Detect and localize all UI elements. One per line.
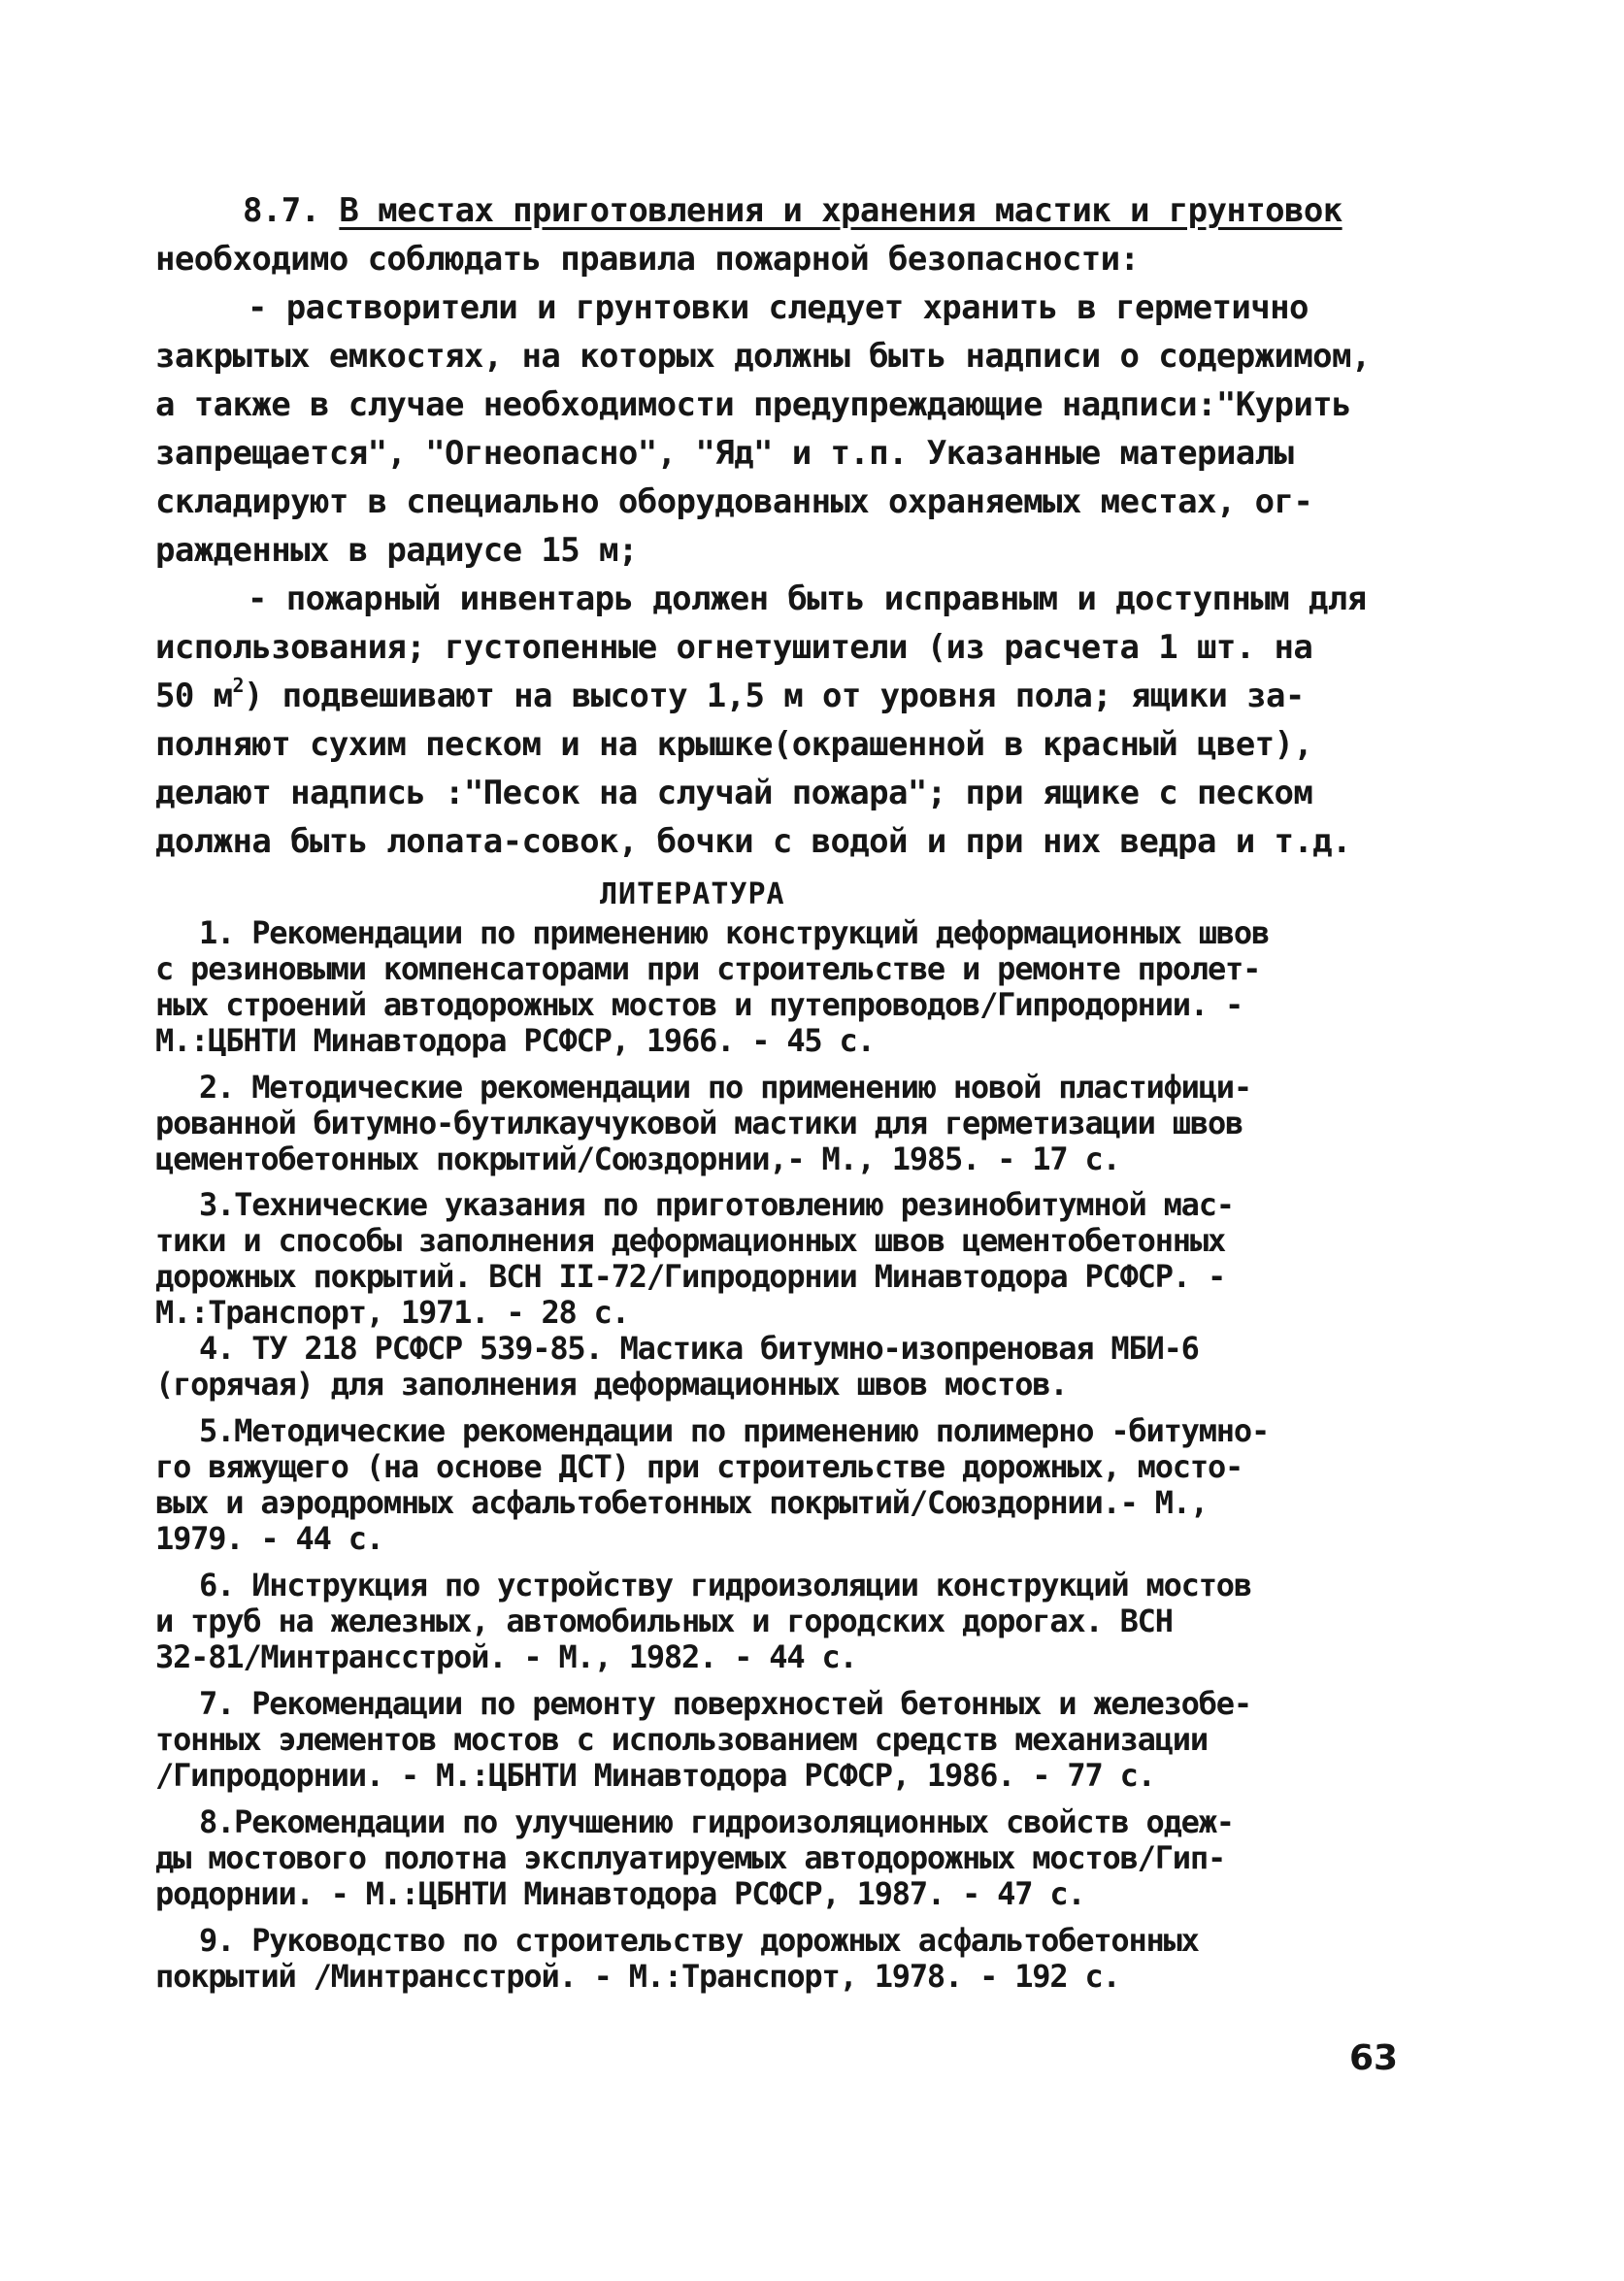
section-heading-line — [243, 191, 1342, 230]
paragraph-line: запрещается", "Огнеопасно", "Яд" и т.п. Указанные материалы — [155, 434, 1294, 473]
paragraph-line: складируют в специально оборудованных охраняемых местах, ог- — [155, 482, 1313, 521]
reference-line: го вяжущего (на основе ДСТ) при строительстве дорожных, мосто- — [155, 1448, 1243, 1485]
paragraph-line: должна быть лопата-совок, бочки с водой и при них ведра и т.д. — [155, 822, 1351, 861]
reference-line: (горячая) для заполнения деформационных швов мостов. — [155, 1366, 1068, 1403]
paragraph-line: закрытых емкостях, на которых должны быть надписи о содержимом, — [155, 337, 1371, 376]
paragraph-line: ражденных в радиусе 15 м; — [155, 531, 638, 570]
literature-title: ЛИТЕРАТУРА — [600, 877, 785, 911]
reference-line: 2. Методические рекомендации по применению новой пластифици- — [199, 1069, 1251, 1106]
paragraph-line: а также в случае необходимости предупреждающие надписи:"Курить — [155, 385, 1351, 424]
reference-line: 32-81/Минтрансстрой. - М., 1982. - 44 с. — [155, 1638, 857, 1675]
reference-line: /Гипродорнии. - М.:ЦБНТИ Минавтодора РСФСР, 1986. - 77 с. — [155, 1757, 1155, 1794]
reference-line: и труб на железных, автомобильных и городских дорогах. ВСН — [155, 1603, 1173, 1639]
reference-line: тонных элементов мостов с использованием средств механизации — [155, 1721, 1208, 1758]
reference-line: 1. Рекомендации по применению конструкций деформационных швов — [199, 914, 1270, 951]
paragraph-line: полняют сухим песком и на крышке(окрашенной в красный цвет), — [155, 725, 1313, 764]
paragraph-line — [155, 674, 1305, 715]
reference-line: с резиновыми компенсаторами при строительстве и ремонте пролет- — [155, 950, 1261, 987]
reference-line: 4. ТУ 218 РСФСР 539-85. Мастика битумно-изопреновая МБИ-6 — [199, 1330, 1199, 1367]
reference-line: 5.Методические рекомендации по применению полимерно -битумно- — [199, 1412, 1270, 1449]
section-heading: В местах приготовления и хранения мастик и грунтовок — [339, 191, 1342, 230]
reference-line: вых и аэродромных асфальтобетонных покрытий/Союздорнии.- М., — [155, 1484, 1208, 1521]
reference-line: 9. Руководство по строительству дорожных асфальтобетонных — [199, 1922, 1199, 1959]
reference-line: 8.Рекомендации по улучшению гидроизоляционных свойств одеж- — [199, 1803, 1234, 1840]
reference-line: дорожных покрытий. ВСН II-72/Гипродорнии Минавтодора РСФСР. - — [155, 1258, 1226, 1295]
area-value: 50 м — [155, 677, 233, 715]
reference-line: цементобетонных покрытий/Союздорнии,- М., 1985. - 17 с. — [155, 1140, 1120, 1177]
reference-line: 6. Инструкция по устройству гидроизоляции конструкций мостов — [199, 1567, 1251, 1603]
reference-line: 1979. - 44 с. — [155, 1520, 383, 1557]
paragraph-line-rest: ) подвешивают на высоту 1,5 м от уровня пола; ящики за- — [243, 677, 1305, 715]
reference-line: М.:Транспорт, 1971. - 28 с. — [155, 1294, 629, 1331]
reference-line: 7. Рекомендации по ремонту поверхностей бетонных и железобе- — [199, 1685, 1251, 1722]
paragraph-line: использования; густопенные огнетушители (из расчета 1 шт. на — [155, 628, 1313, 667]
reference-line: М.:ЦБНТИ Минавтодора РСФСР, 1966. - 45 с. — [155, 1022, 875, 1059]
paragraph-line: - пожарный инвентарь должен быть исправным и доступным для — [248, 579, 1367, 618]
page-number: 63 — [1349, 2038, 1399, 2078]
reference-line: тики и способы заполнения деформационных швов цементобетонных — [155, 1222, 1226, 1259]
reference-line: родорнии. - М.:ЦБНТИ Минавтодора РСФСР, 1987. - 47 с. — [155, 1875, 1085, 1912]
paragraph-line: делают надпись :"Песок на случай пожара"; при ящике с песком — [155, 774, 1313, 812]
reference-line: ды мостового полотна эксплуатируемых автодорожных мостов/Гип- — [155, 1839, 1226, 1876]
section-number: 8.7. — [243, 191, 320, 230]
paragraph-line: необходимо соблюдать правила пожарной безопасности: — [155, 240, 1140, 279]
reference-line: покрытий /Минтрансстрой. - М.:Транспорт, 1978. - 192 с. — [155, 1958, 1120, 1995]
paragraph-line: - растворители и грунтовки следует хранить в герметично — [248, 288, 1309, 327]
superscript: 2 — [232, 674, 244, 697]
reference-line: рованной битумно-бутилкаучуковой мастики для герметизации швов — [155, 1105, 1243, 1141]
reference-line: ных строений автодорожных мостов и путепроводов/Гипродорнии. - — [155, 986, 1243, 1023]
reference-line: 3.Технические указания по приготовлению резинобитумной мас- — [199, 1186, 1234, 1223]
